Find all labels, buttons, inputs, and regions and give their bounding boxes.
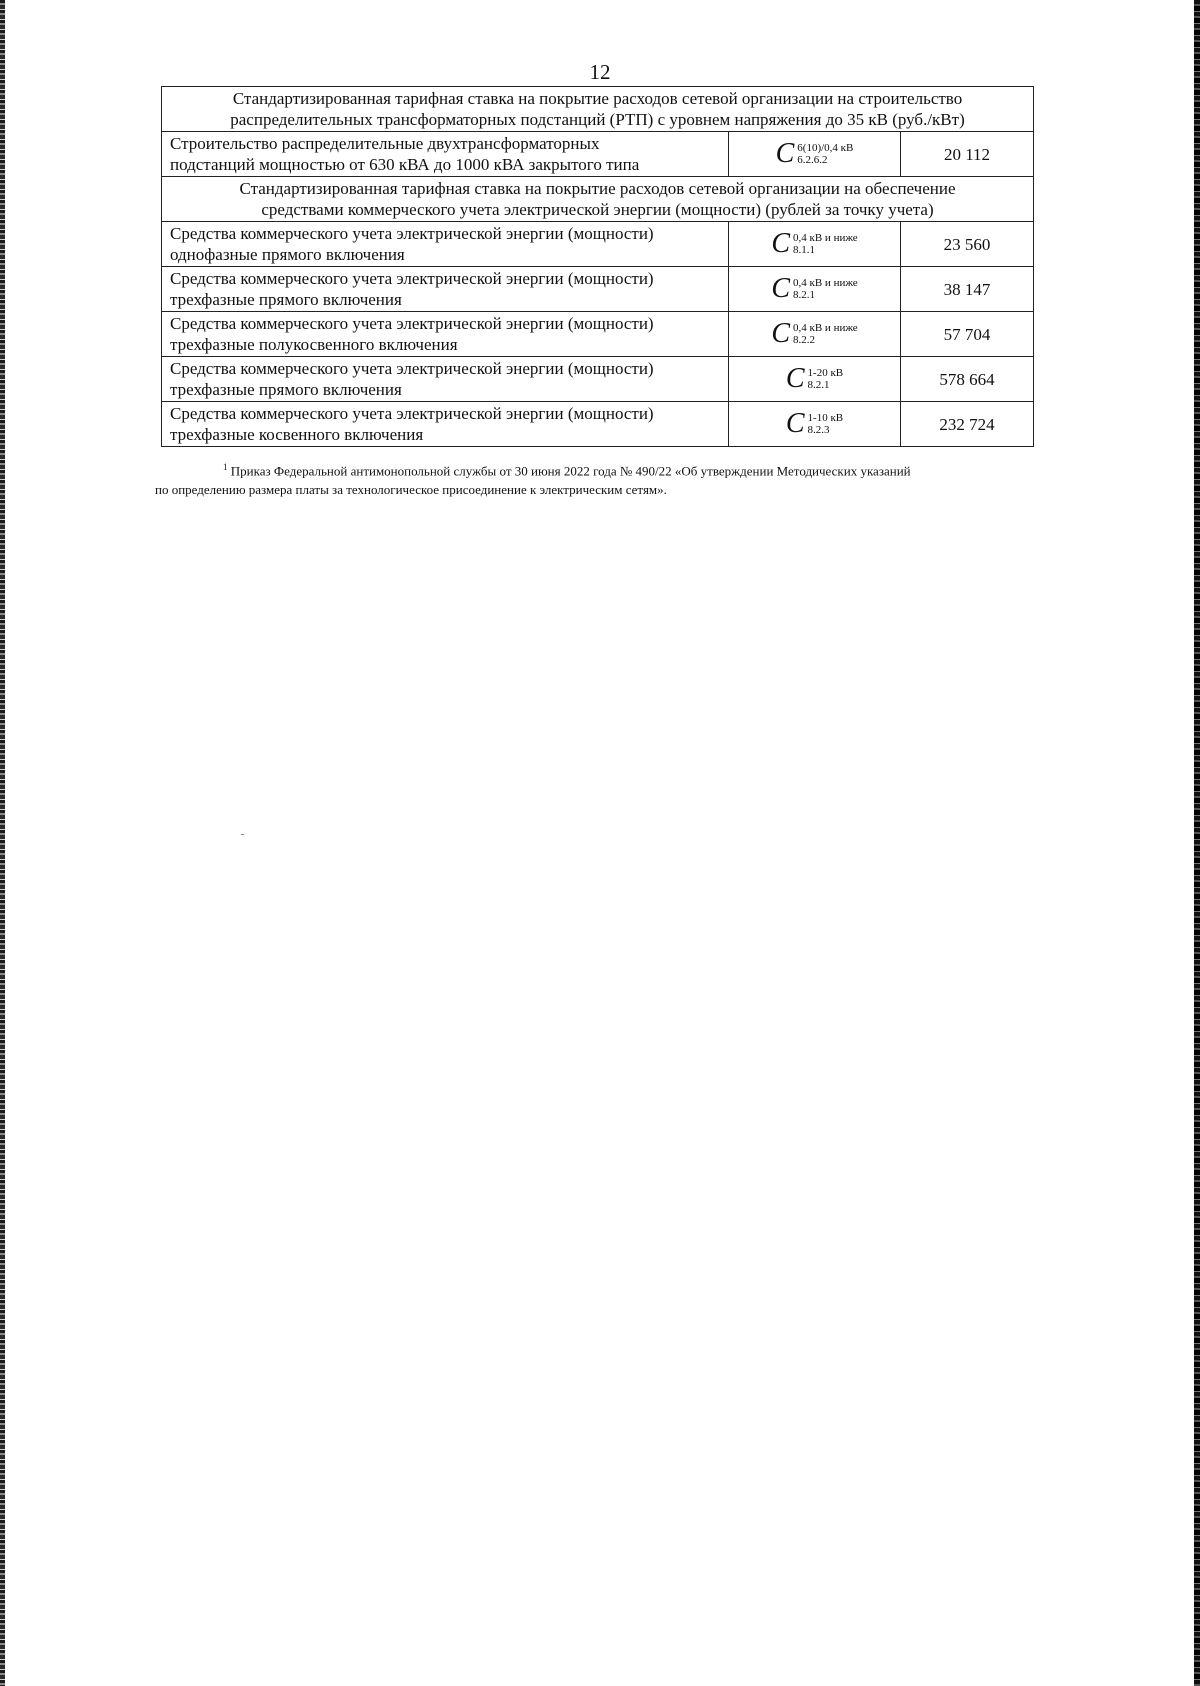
section-title-line: распределительных трансформаторных подстанций (РТП) с уровнем напряжения до 35 кВ (руб./кВт)	[230, 110, 965, 129]
service-name-line: трехфазные косвенного включения	[170, 425, 424, 444]
rate-value: 578 664	[901, 357, 1034, 402]
rate-index	[793, 277, 858, 301]
rate-superscript: 6(10)/0,4 кВ	[797, 142, 854, 154]
rate-subscript: 8.2.3	[807, 424, 830, 436]
tariff-table	[161, 86, 1034, 447]
rate-value: 20 112	[901, 132, 1034, 177]
service-name	[162, 267, 729, 312]
section-title-line: средствами коммерческого учета электрической энергии (мощности) (рублей за точку учета)	[261, 200, 934, 219]
rate-subscript: 8.1.1	[793, 244, 815, 256]
rate-designation	[729, 267, 901, 312]
scan-right-edge	[1194, 0, 1200, 1686]
footnote-line	[155, 458, 1035, 480]
rate-symbol: C	[775, 138, 795, 169]
service-name-line: Средства коммерческого учета электрической энергии (мощности)	[170, 314, 654, 333]
rate-subscript: 8.2.2	[793, 334, 815, 346]
table-row	[162, 132, 1034, 177]
rate-formula	[786, 365, 843, 393]
rate-symbol: C	[771, 273, 790, 304]
rate-subscript: 6.2.6.2	[797, 154, 828, 166]
rate-superscript: 0,4 кВ и ниже	[793, 277, 858, 289]
rate-value: 232 724	[901, 402, 1034, 447]
section-title	[162, 87, 1034, 132]
rate-index	[797, 142, 853, 166]
service-name-line: Средства коммерческого учета электрической энергии (мощности)	[170, 224, 654, 243]
service-name	[162, 132, 729, 177]
rate-index	[808, 412, 844, 436]
rate-value: 23 560	[901, 222, 1034, 267]
rate-formula	[771, 320, 857, 348]
section-title	[162, 177, 1034, 222]
rate-subscript: 8.2.1	[793, 289, 815, 301]
service-name	[162, 312, 729, 357]
service-name	[162, 222, 729, 267]
service-name-line: Средства коммерческого учета электрической энергии (мощности)	[170, 359, 654, 378]
section-title-line: Стандартизированная тарифная ставка на покрытие расходов сетевой организации на строительство	[232, 89, 963, 108]
rate-superscript: 0,4 кВ и ниже	[793, 232, 858, 244]
service-name-line: Средства коммерческого учета электрической энергии (мощности)	[170, 404, 654, 423]
rate-formula	[771, 275, 857, 303]
rate-superscript: 1-20 кВ	[807, 367, 844, 379]
table-row	[162, 312, 1034, 357]
service-name-line: трехфазные полукосвенного включения	[170, 335, 458, 354]
service-name-line: Средства коммерческого учета электрической энергии (мощности)	[170, 269, 654, 288]
rate-symbol: C	[771, 228, 790, 259]
service-name-line: Строительство распределительные двухтрансформаторных	[170, 134, 600, 153]
table-row	[162, 222, 1034, 267]
service-name-line: трехфазные прямого включения	[170, 290, 402, 309]
table-row	[162, 402, 1034, 447]
rate-index	[808, 367, 844, 391]
footnote	[155, 458, 1035, 499]
rate-superscript: 0,4 кВ и ниже	[793, 322, 858, 334]
footnote-line: по определению размера платы за технологическое присоединение к электрическим сетям».	[155, 482, 667, 498]
rate-designation	[729, 132, 901, 177]
service-name-line: подстанций мощностью от 630 кВА до 1000 кВА закрытого типа	[170, 155, 640, 174]
table-row	[162, 357, 1034, 402]
page-number: 12	[589, 60, 611, 84]
service-name	[162, 402, 729, 447]
section-header-row	[162, 87, 1034, 132]
scan-speck	[241, 834, 244, 835]
rate-designation	[729, 312, 901, 357]
table-row	[162, 267, 1034, 312]
scan-left-edge	[0, 0, 5, 1686]
section-title-line: Стандартизированная тарифная ставка на покрытие расходов сетевой организации на обеспечение	[239, 179, 956, 198]
rate-designation	[729, 222, 901, 267]
service-name	[162, 357, 729, 402]
service-name-line: однофазные прямого включения	[170, 245, 405, 264]
rate-formula	[776, 140, 854, 168]
rate-formula	[786, 410, 843, 438]
rate-superscript: 1-10 кВ	[807, 412, 844, 424]
rate-symbol: C	[771, 318, 790, 349]
rate-value: 38 147	[901, 267, 1034, 312]
rate-designation	[729, 357, 901, 402]
service-name-line: трехфазные прямого включения	[170, 380, 402, 399]
rate-subscript: 8.2.1	[807, 379, 830, 391]
rate-symbol: C	[785, 363, 805, 394]
rate-value: 57 704	[901, 312, 1034, 357]
rate-symbol: C	[785, 408, 805, 439]
rate-index	[793, 322, 858, 346]
footnote-marker: 1	[223, 462, 228, 472]
footnote-text: Приказ Федеральной антимонопольной службы от 30 июня 2022 года № 490/22 «Об утверждении Методических указаний	[230, 463, 911, 479]
rate-formula	[771, 230, 857, 258]
rate-designation	[729, 402, 901, 447]
section-header-row	[162, 177, 1034, 222]
rate-index	[793, 232, 858, 256]
